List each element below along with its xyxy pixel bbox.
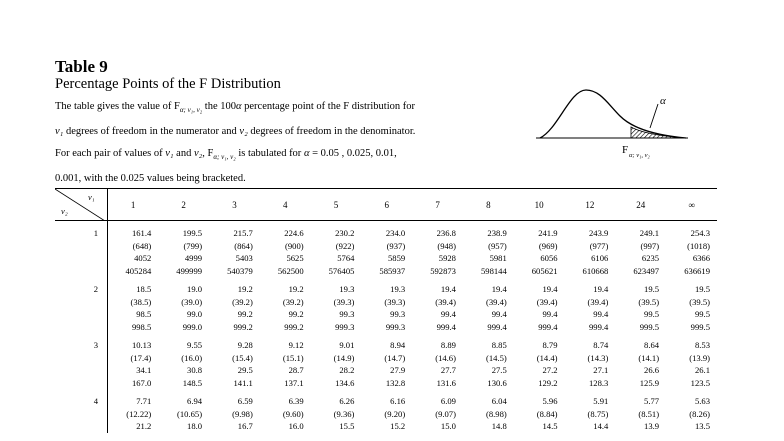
table-cell: 19.5 [644, 284, 660, 294]
f-subscript: α; ν₁, ν₂ [213, 153, 236, 162]
table-cell: 585937 [379, 265, 406, 276]
table-cell: 8.94 [390, 340, 406, 350]
table-cell: (8.51) [638, 408, 660, 419]
table-cell: (14.6) [435, 352, 456, 363]
table-cell: 99.4 [440, 309, 456, 319]
table-cell: (997) [640, 240, 660, 251]
table-cell: 13.5 [694, 421, 710, 431]
corner-diagonal [55, 189, 105, 221]
table-cell: 9.28 [237, 340, 253, 350]
table-cell: 9.01 [339, 340, 355, 350]
table-cell: 14.5 [542, 421, 558, 431]
table-cell: 405284 [125, 265, 152, 276]
desc-text: = 0.05 , 0.025, 0.01, [312, 148, 397, 160]
table-cell: 234.0 [385, 228, 406, 238]
table-row [55, 352, 717, 365]
table-cell: 99.2 [237, 309, 253, 319]
table-cell: 215.7 [233, 228, 253, 238]
table-row [55, 240, 717, 253]
table-cell: 5981 [489, 253, 507, 263]
table-cell: 999.2 [233, 321, 253, 332]
nu2-label: 2 [55, 277, 108, 296]
table-cell: (39.5) [689, 296, 710, 307]
table-cell: (8.98) [485, 408, 507, 419]
table-cell: (969) [538, 240, 558, 251]
table-cell: 125.9 [639, 377, 660, 388]
desc-text: For each pair of values of [55, 148, 163, 160]
table-cell: 19.2 [288, 284, 304, 294]
table-cell: (937) [386, 240, 406, 251]
table-cell: 5.91 [593, 396, 609, 406]
table-cell: 132.8 [385, 377, 406, 388]
nu2-label-empty [55, 408, 108, 421]
table-cell: 5403 [235, 253, 253, 263]
table-cell: 167.0 [131, 377, 152, 388]
table-cell: (922) [335, 240, 355, 251]
nu2-label-empty [55, 352, 108, 365]
table-cell: 8.89 [440, 340, 456, 350]
table-cell: 598144 [480, 265, 507, 276]
column-header: 4 [260, 189, 311, 221]
table-cell: (977) [589, 240, 609, 251]
alpha-pointer [650, 104, 658, 128]
nu2-label-empty [55, 308, 108, 321]
table-cell: 16.0 [288, 421, 304, 431]
table-cell: 5.77 [644, 396, 660, 406]
f-label: F [622, 144, 629, 156]
table-row [55, 308, 717, 321]
nu2-label-empty [55, 240, 108, 253]
table-cell: (15.4) [232, 352, 253, 363]
desc-text: degrees of freedom in the denominator. [250, 126, 416, 138]
table-cell: 254.3 [690, 228, 710, 238]
nu2-label-empty [55, 420, 108, 433]
table-cell: 6.16 [390, 396, 406, 406]
table-row [55, 408, 717, 421]
alpha-symbol: α [303, 148, 310, 160]
table-body [55, 221, 717, 433]
nu1-header: ν₁ [88, 192, 95, 202]
table-cell: 19.5 [694, 284, 710, 294]
nu2-label-empty [55, 321, 108, 334]
f-distribution-figure [528, 84, 698, 164]
table-row [55, 296, 717, 309]
desc-text: degrees of freedom in the numerator and [65, 126, 237, 138]
table-cell: 6235 [641, 253, 660, 263]
table-cell: 141.1 [233, 377, 253, 388]
table-cell: 5859 [388, 253, 406, 263]
table-cell: 15.5 [339, 421, 355, 431]
table-cell: (864) [234, 240, 253, 251]
table-cell: 6.59 [237, 396, 253, 406]
nu2-label: 1 [55, 221, 108, 240]
table-cell: (39.4) [536, 296, 558, 307]
table-cell: (1018) [687, 240, 710, 251]
table-cell: 26.6 [644, 365, 660, 375]
table-cell: (10.65) [177, 408, 203, 419]
table-cell: 19.3 [390, 284, 406, 294]
table-cell: 6.09 [440, 396, 456, 406]
table-cell: 8.79 [542, 340, 558, 350]
table-cell: (9.60) [282, 408, 304, 419]
table-cell: (957) [488, 240, 507, 251]
table-cell: 636619 [684, 265, 710, 276]
table-cell: 8.53 [694, 340, 710, 350]
corner-cell [55, 189, 108, 221]
table-cell: (39.4) [435, 296, 456, 307]
column-header: 5 [311, 189, 362, 221]
table-cell: 15.0 [440, 421, 456, 431]
table-cell: 6.39 [288, 396, 304, 406]
table-cell: 6056 [540, 253, 558, 263]
table-cell: 999.5 [690, 321, 710, 332]
nu2-label-empty [55, 377, 108, 390]
table-cell: 14.4 [593, 421, 609, 431]
table-cell: 99.4 [593, 309, 609, 319]
table-cell: 13.9 [644, 421, 660, 431]
table-title: Table 9 [55, 57, 108, 76]
table-cell: 999.0 [182, 321, 203, 332]
table-cell: 28.2 [339, 365, 355, 375]
table-cell: (14.3) [587, 352, 609, 363]
column-header: 2 [158, 189, 209, 221]
nu2-label-empty [55, 252, 108, 265]
table-cell: 238.9 [487, 228, 507, 238]
table-cell: 999.5 [639, 321, 660, 332]
nu2-symbol: ν₂ [239, 126, 248, 138]
table-cell: 999.4 [588, 321, 609, 332]
table-cell: (39.2) [232, 296, 253, 307]
table-cell: 4999 [184, 253, 203, 263]
table-cell: 123.5 [690, 377, 710, 388]
desc-text: is tabulated for [238, 148, 302, 160]
f-symbol: F [207, 148, 214, 160]
table-row [55, 364, 717, 377]
table-cell: (38.5) [130, 296, 152, 307]
table-cell: (17.4) [130, 352, 152, 363]
table-cell: (14.1) [638, 352, 660, 363]
table-cell: 16.7 [237, 421, 253, 431]
table-cell: 999.4 [436, 321, 456, 332]
column-header: 8 [463, 189, 514, 221]
table-cell: (39.3) [384, 296, 406, 307]
table-cell: (8.84) [536, 408, 558, 419]
table-cell: (9.36) [333, 408, 355, 419]
table-cell: (12.22) [126, 408, 152, 419]
table-cell: 6.26 [339, 396, 355, 406]
table-cell: (9.07) [435, 408, 456, 419]
table-row [55, 389, 717, 408]
table-cell: 623497 [633, 265, 660, 276]
table-subtitle: Percentage Points of the F Distribution [55, 76, 281, 92]
column-header: 6 [361, 189, 412, 221]
column-header: 12 [565, 189, 616, 221]
desc-text: the 100 [204, 101, 236, 112]
table-cell: 18.5 [136, 284, 152, 294]
table-cell: 592873 [430, 265, 456, 276]
table-cell: 5.63 [694, 396, 710, 406]
table-row [55, 252, 717, 265]
table-cell: 249.1 [639, 228, 660, 238]
table-cell: 7.71 [136, 396, 152, 406]
table-cell: 26.1 [694, 365, 710, 375]
table-cell: 29.5 [237, 365, 253, 375]
table-row [55, 221, 717, 240]
table-cell: 99.5 [644, 309, 660, 319]
table-cell: 224.6 [284, 228, 304, 238]
table-cell: (948) [437, 240, 456, 251]
column-header: 7 [412, 189, 463, 221]
table-cell: 19.4 [542, 284, 558, 294]
table-row [55, 333, 717, 352]
nu2-label: 4 [55, 389, 108, 408]
table-cell: 99.4 [542, 309, 558, 319]
table-cell: 999.3 [335, 321, 355, 332]
table-cell: (9.20) [384, 408, 406, 419]
table-cell: 128.3 [588, 377, 609, 388]
table-cell: 99.0 [187, 309, 203, 319]
table-cell: 8.85 [491, 340, 507, 350]
nu2-symbol: ν₂ [193, 148, 203, 160]
nu2-header: ν₂ [61, 206, 68, 216]
table-cell: (9.98) [232, 408, 253, 419]
table-cell: 30.8 [187, 365, 203, 375]
table-cell: (39.5) [638, 296, 660, 307]
table-cell: 19.2 [237, 284, 253, 294]
table-cell: 99.3 [339, 309, 355, 319]
table-cell: 576405 [328, 265, 355, 276]
table-cell: 8.74 [593, 340, 609, 350]
table-cell: (900) [285, 240, 304, 251]
table-cell: (14.7) [384, 352, 406, 363]
table-cell: 999.2 [284, 321, 304, 332]
column-header: 1 [108, 189, 159, 221]
table-cell: 5764 [337, 253, 355, 263]
table-row [55, 377, 717, 390]
table-cell: 9.55 [187, 340, 203, 350]
nu2-label-empty [55, 265, 108, 278]
table-cell: 10.13 [131, 340, 152, 350]
table-cell: 27.1 [593, 365, 609, 375]
table-cell: 5928 [438, 253, 456, 263]
table-cell: 161.4 [131, 228, 152, 238]
column-header: 10 [514, 189, 565, 221]
table-cell: 19.4 [440, 284, 456, 294]
table-cell: 18.0 [187, 421, 203, 431]
desc-text: The table gives the value of [55, 101, 172, 112]
table-cell: 6106 [591, 253, 609, 263]
header-row [55, 189, 717, 221]
table-cell: 5.96 [542, 396, 558, 406]
desc-text: and [176, 148, 192, 160]
table-cell: 129.2 [538, 377, 558, 388]
table-cell: 131.6 [436, 377, 456, 388]
table-cell: 605621 [531, 265, 558, 276]
table-cell: 19.4 [491, 284, 507, 294]
column-header: ∞ [666, 189, 717, 221]
table-cell: (799) [183, 240, 203, 251]
table-cell: 236.8 [436, 228, 456, 238]
table-cell: 21.2 [136, 421, 152, 431]
table-cell: 999.4 [538, 321, 558, 332]
table-cell: 230.2 [335, 228, 355, 238]
table-cell: 130.6 [487, 377, 507, 388]
table-cell: 8.64 [644, 340, 660, 350]
table-cell: 99.3 [390, 309, 406, 319]
table-cell: 241.9 [538, 228, 558, 238]
f-symbol: F [173, 101, 180, 112]
f-subscript: α; ν₁, ν₂ [179, 106, 203, 115]
table-cell: (8.26) [689, 408, 710, 419]
table-cell: 134.6 [335, 377, 355, 388]
table-cell: (15.1) [282, 352, 304, 363]
table-cell: 99.2 [288, 309, 304, 319]
table-cell: 610668 [582, 265, 609, 276]
table-cell: 27.2 [542, 365, 558, 375]
table-cell: (39.2) [282, 296, 304, 307]
table-cell: 999.3 [385, 321, 406, 332]
table-cell: 540379 [227, 265, 253, 276]
table-cell: 27.9 [390, 365, 406, 375]
table-cell: 562500 [277, 265, 304, 276]
table-cell: 499999 [176, 265, 203, 276]
column-header: 24 [615, 189, 666, 221]
table-cell: 34.1 [136, 365, 152, 375]
table-cell: 9.12 [288, 340, 304, 350]
table-row [55, 277, 717, 296]
table-cell: (39.0) [181, 296, 203, 307]
table-cell: (39.3) [333, 296, 355, 307]
table-cell: (14.4) [536, 352, 558, 363]
f-distribution-table [55, 188, 717, 433]
table-cell: 199.5 [182, 228, 203, 238]
table-cell: 6.04 [491, 396, 507, 406]
nu2-label-empty [55, 296, 108, 309]
alpha-symbol: α [235, 101, 242, 112]
table-cell: 4052 [134, 253, 152, 263]
nu2-label: 3 [55, 333, 108, 352]
desc-text: percentage point of the F distribution for [244, 101, 416, 112]
table-cell: 999.4 [487, 321, 507, 332]
table-cell: 19.3 [339, 284, 355, 294]
description: The table gives the value of $F_{\alpha; \nu_1, \nu_2}$ the 100α percentage point of the F distribution for ν₁ degrees of freedom in the numerator and ν₂ degrees of freedom in the denominator. For each pair of values of ν₁ and ν₂, $F_{\alpha; \nu_1, \nu_2}$ is tabulated for α = 0.05 , 0.025, 0.01, 0.001, with the 0.025 values being bracketed. [55, 101, 416, 185]
table-cell: 27.5 [491, 365, 507, 375]
table-row [55, 321, 717, 334]
table-cell: 19.0 [187, 284, 203, 294]
table-cell: 5625 [286, 253, 304, 263]
table-cell: 15.2 [390, 421, 406, 431]
table-cell: 99.5 [694, 309, 710, 319]
table-cell: (648) [132, 240, 152, 251]
table-cell: 137.1 [284, 377, 304, 388]
table-row [55, 420, 717, 433]
column-header: 3 [209, 189, 260, 221]
nu1-symbol: ν₁ [55, 126, 64, 138]
nu2-label-empty [55, 364, 108, 377]
alpha-label: α [660, 95, 666, 107]
table-cell: 14.8 [491, 421, 507, 431]
table-cell: 6366 [692, 253, 710, 263]
table-cell: (14.5) [485, 352, 507, 363]
desc-text: 0.001, with the 0.025 values being bracketed. [55, 173, 246, 185]
table-cell: (39.4) [485, 296, 507, 307]
nu1-symbol: ν₁ [165, 148, 174, 160]
table-cell: (8.75) [587, 408, 609, 419]
table-cell: 98.5 [136, 309, 152, 319]
table-cell: (16.0) [181, 352, 203, 363]
table-cell: 243.9 [588, 228, 609, 238]
table-cell: 28.7 [288, 365, 304, 375]
table-cell: 19.4 [593, 284, 609, 294]
f-label-subscript: α; ν₁, ν₂ [629, 152, 650, 159]
table-row [55, 265, 717, 278]
table-cell: (14.9) [333, 352, 355, 363]
table-cell: 27.7 [440, 365, 456, 375]
table-cell: (13.9) [689, 352, 710, 363]
table-cell: 148.5 [182, 377, 203, 388]
table-cell: 99.4 [491, 309, 507, 319]
table-cell: (39.4) [587, 296, 609, 307]
table-cell: 6.94 [187, 396, 203, 406]
table-cell: 998.5 [131, 321, 152, 332]
